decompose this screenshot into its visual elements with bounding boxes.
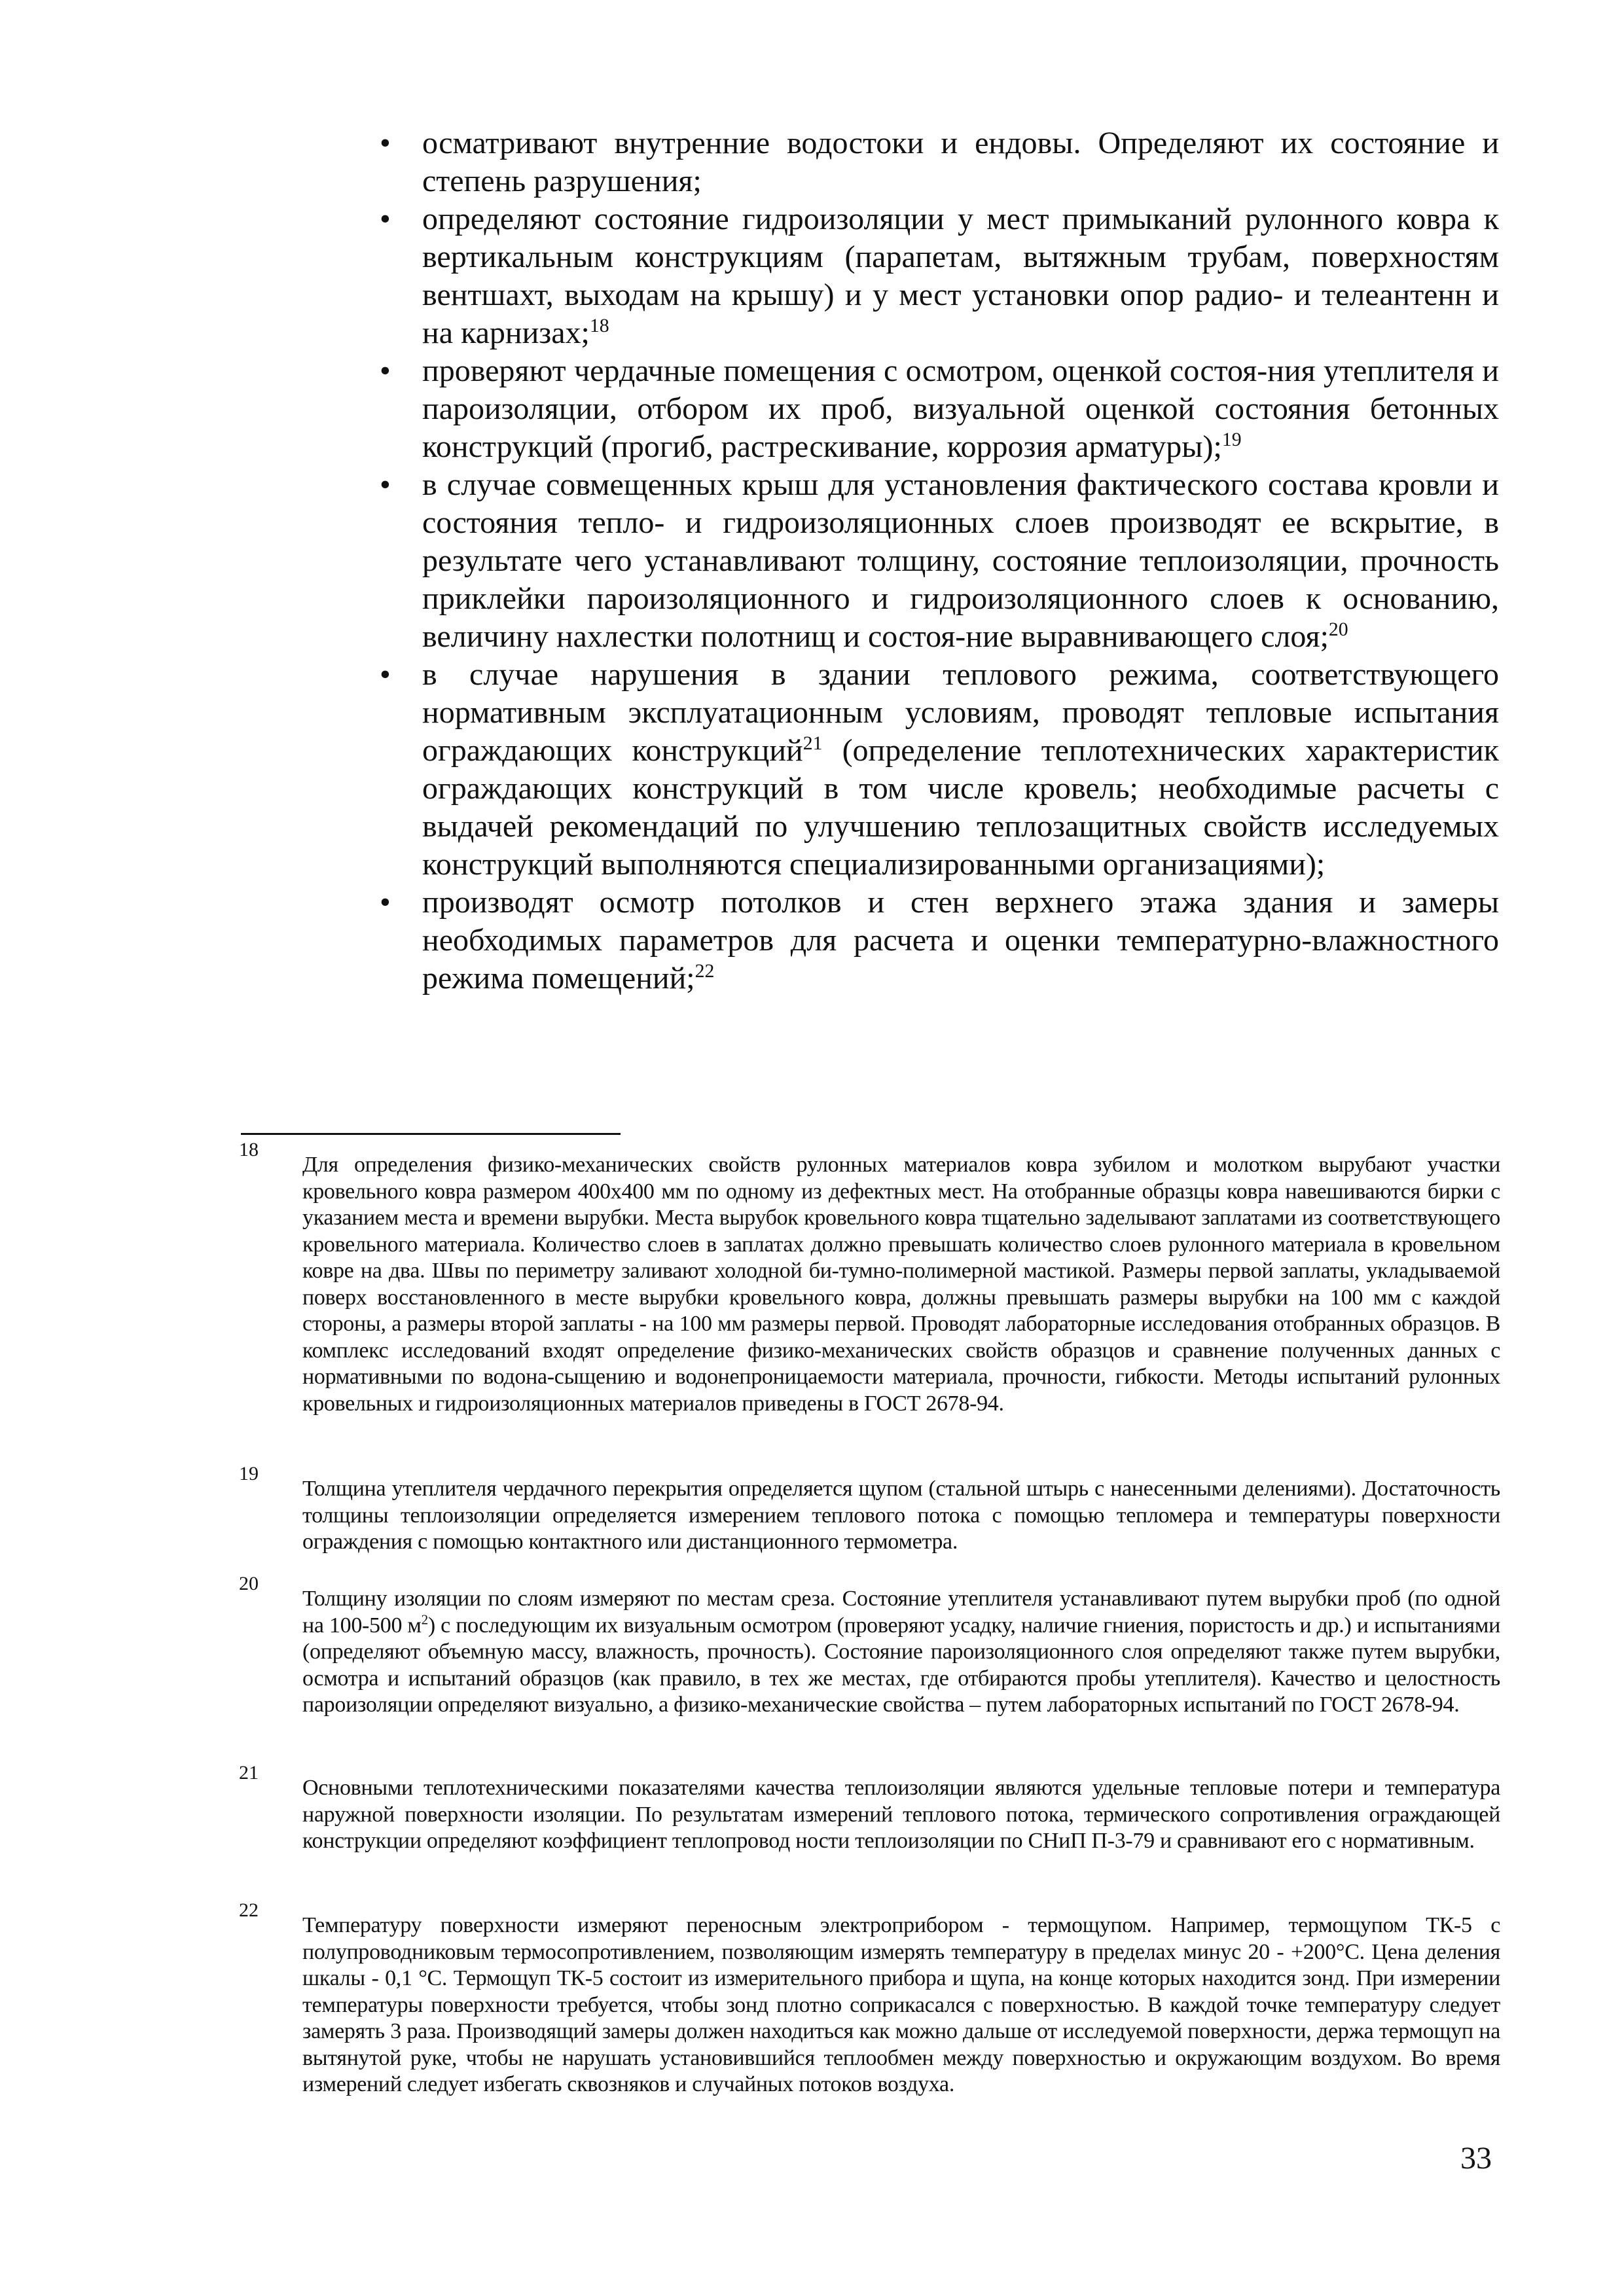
bullet-text: в случае нарушения в здании теплового режима, соответствующего нормативным эксплуатационным условиям, проводят тепловые испытания ограждающих конструкций (422, 657, 1499, 768)
footnote-number: 18 (239, 1139, 259, 1160)
bullet-item (367, 124, 1499, 200)
bullet-item (367, 200, 1499, 352)
bullet-item (367, 656, 1499, 884)
bullet-list (367, 124, 1499, 997)
footnote-ref[interactable]: 22 (695, 960, 715, 982)
bullet-marker: • (380, 202, 391, 236)
footnote-ref[interactable]: 21 (803, 732, 823, 754)
superscript: 2 (421, 1611, 428, 1628)
bullet-marker: • (380, 467, 391, 502)
bullet-item (367, 466, 1499, 656)
footnote-text-part: ) с последующим их визуальным осмотром (проверяют усадку, наличие гниения, пористость и др.) и испытаниями (определяют объемную массу, влажность, прочность). Состояние пароизоляционного слоя определяют также путем вырубки, осмотра и испытаний образцов (как правило, в тех же местах, где отбираются пробы утеплителя). Качество и целостность пароизоляции определяют визуально, а физико-механические свойства – путем лабораторных испытаний по ГОСТ 2678-94. (302, 1613, 1501, 1717)
footnote-separator (241, 1133, 621, 1135)
bullet-text: осматривают внутренние водостоки и ендовы. Определяют их состояние и степень разрушения; (422, 126, 1499, 198)
footnote-text: Для определения физико-механических свойств рулонных материалов ковра зубилом и молотком вырубают участки кровельного ковра размером 400х400 мм по одному из дефектных мест. На отобранные образцы ковра навешиваются бирки с указанием места и времени вырубки. Места вырубок кровельного ковра тщательно заделывают заплатами из соответствующего кровельного материала. Количество слоев в заплатах должно превышать количество слоев рулонного материала в кровельном ковре на два. Швы по периметру заливают холодной би-тумно-полимерной мастикой. Размеры первой заплаты, укладываемой поверх восстановленного в месте вырубки кровельного ковра, должны превышать размеры вырубки на 100 мм с каждой стороны, а размеры второй заплаты - на 100 мм размеры первой. Проводят лабораторные исследования отобранных образцов. В комплекс исследований входят определение физико-механических свойств образцов и сравнение полученных данных с нормативными по водона-сыщению и водонепроницаемости материала, прочности, гибкости. Методы испытаний рулонных кровельных и гидроизоляционных материалов приведены в ГОСТ 2678-94. (302, 1153, 1500, 1416)
bullet-marker: • (380, 353, 391, 388)
footnote-number: 21 (239, 1762, 259, 1784)
bullet-item (367, 884, 1499, 997)
bullet-marker: • (380, 657, 391, 692)
footnote-number: 20 (239, 1573, 259, 1594)
bullet-marker: • (380, 885, 391, 920)
bullet-text: определяют состояние гидроизоляции у мест примыканий рулонного ковра к вертикальным конструкциям (парапетам, вытяжным трубам, поверхностям вентшахт, выходам на крышу) и у мест установки опор радио- и телеантенн и на карнизах; (422, 202, 1499, 350)
footnote-text: Основными теплотехническими показателями качества теплоизоляции являются удельные тепловые потери и температура наружной поверхности изоляции. По результатам измерений теплового потока, термического сопротивления ограждающей конструкции определяют коэффициент теплопровод ности теплоизоляции по СНиП П-3-79 и сравнивают его с нормативным. (302, 1776, 1500, 1853)
footnote-number: 22 (239, 1899, 259, 1921)
bullet-text: в случае совмещенных крыш для установления фактического состава кровли и состояния тепло- и гидроизоляционных слоев производят ее вскрытие, в результате чего устанавливают толщину, состояние теплоизоляции, прочность приклейки пароизоляционного и гидроизоляционного слоев к основанию, величину нахлестки полотнищ и состоя-ние выравнивающего слоя; (422, 467, 1499, 654)
footnote-text (302, 1586, 1500, 1719)
bullet-item (367, 352, 1499, 466)
bullet-marker: • (380, 126, 391, 160)
footnote-ref[interactable]: 18 (589, 315, 609, 336)
footnote-text: Толщина утеплителя чердачного перекрытия определяется щупом (стальной штырь с нанесенными делениями). Достаточность толщины теплоизоляции определяется измерением теплового потока с помощью тепломера и температуры поверхности ограждения с помощью контактного или дистанционного термометра. (302, 1477, 1500, 1554)
footnote-ref[interactable]: 19 (1221, 429, 1242, 450)
bullet-text-continued: (определение теплотехнических характеристик ограждающих конструкций в том числе кровель; необходимые расчеты с выдачей рекомендаций по улучшению теплозащитных свойств исследуемых конструкций выполняются специализированными организациями); (422, 733, 1499, 882)
bullet-text: производят осмотр потолков и стен верхнего этажа здания и замеры необходимых параметров для расчета и оценки температурно-влажностного режима помещений; (422, 885, 1499, 996)
footnote-text-part: Толщину изоляции по слоям измеряют по местам среза. Состояние утеплителя устанавливают путем вырубки проб (по одной на 100-500 м (302, 1587, 1500, 1638)
bullet-text: проверяют чердачные помещения с осмотром, оценкой состоя-ния утеплителя и пароизоляции, отбором их проб, визуальной оценкой состояния бетонных конструкций (прогиб, растрескивание, коррозия арматуры); (422, 353, 1499, 464)
footnote-number: 19 (239, 1463, 259, 1484)
footnote-ref[interactable]: 20 (1328, 619, 1348, 640)
footnote-text: Температуру поверхности измеряют переносным электроприбором - термощупом. Например, термощупом ТК-5 с полупроводниковым термосопротивлением, позволяющим измерять температуру в пределах минус 20 - +200°С. Цена деления шкалы - 0,1 °С. Термощуп ТК-5 состоит из измерительного прибора и щупа, на конце которых находится зонд. При измерении температуры поверхности требуется, чтобы зонд плотно соприкасался с поверхностью. В каждой точке температуру следует замерять 3 раза. Производящий замеры должен находиться как можно дальше от исследуемой поверхности, держа термощуп на вытянутой руке, чтобы не нарушать установившийся теплообмен между поверхностью и окружающим воздухом. Во время измерений следует избегать сквозняков и случайных потоков воздуха. (302, 1913, 1500, 2096)
page-number: 33 (1460, 2141, 1492, 2176)
